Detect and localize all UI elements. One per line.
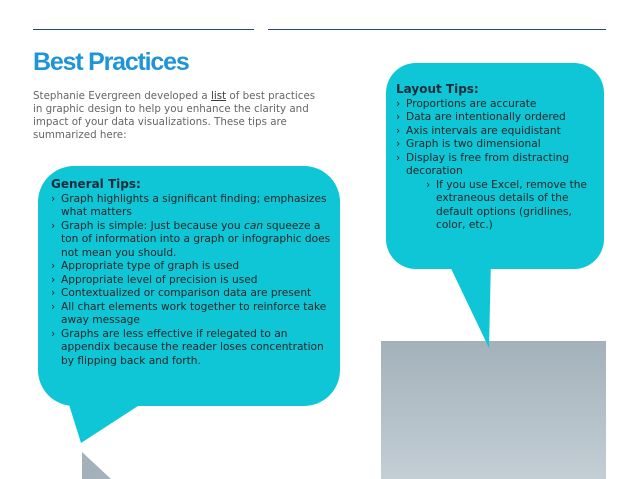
general-tip-item: › Graph highlights a significant finding; emphasizes what matters <box>51 193 333 220</box>
layout-tips-heading: Layout Tips: <box>396 82 479 96</box>
page-number: 18 <box>584 450 595 459</box>
layout-tips-panel <box>396 83 596 233</box>
simple-tip-after: squeeze a ton of information into a graph or infographic does not mean you should. <box>61 219 331 259</box>
simple-tip-emphasis: can <box>244 219 264 232</box>
general-tips-heading: General Tips: <box>51 177 141 191</box>
general-tip-item: › Appropriate level of precision is used <box>51 274 333 288</box>
layout-tip-item: › Graph is two dimensional <box>396 138 596 152</box>
page-title: Best Practices <box>33 48 189 76</box>
layout-tip-item: › Data are intentionally ordered <box>396 111 596 125</box>
general-tip-item-simple <box>51 220 333 261</box>
layout-tip-item: › Proportions are accurate <box>396 98 596 112</box>
layout-tips-list <box>396 98 596 233</box>
gray-tail-shape <box>82 452 111 479</box>
general-tips-bubble-tail <box>66 395 155 443</box>
simple-tip-before: Graph is simple: Just because you <box>61 219 244 232</box>
general-tips-list <box>51 193 333 369</box>
layout-tips-bubble-tail <box>446 258 491 348</box>
general-tip-item: › Appropriate type of graph is used <box>51 260 333 274</box>
general-tip-item: › Graphs are less effective if relegated to an appendix because the reader loses concentration by flipping back and forth. <box>51 328 333 369</box>
layout-tip-item: › Display is free from distracting decoration <box>396 152 596 179</box>
best-practices-list-link[interactable]: list <box>211 90 227 102</box>
intro-text-after: of best practices in graphic design to help you enhance the clarity and impact of your data visualizations. These tips are summarized here: <box>33 90 316 141</box>
layout-tip-item: › Axis intervals are equidistant <box>396 125 596 139</box>
general-tip-item: › Contextualized or comparison data are present <box>51 287 333 301</box>
gray-panel-shape <box>381 341 606 479</box>
layout-tip-subitem: › If you use Excel, remove the extraneous details of the default options (gridlines, color, etc.) <box>426 179 596 233</box>
general-tip-item: › All chart elements work together to reinforce take away message <box>51 301 333 328</box>
general-tips-panel <box>51 178 333 368</box>
intro-text-before: Stephanie Evergreen developed a <box>33 90 211 102</box>
